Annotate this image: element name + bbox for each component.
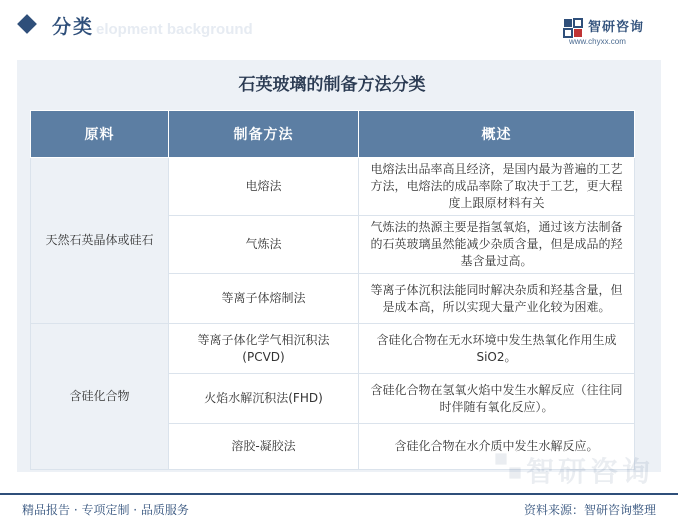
table-title: 石英玻璃的制备方法分类 [238,75,426,95]
logo-url: www.chyxx.com [569,37,626,46]
column-header-overview: 概述 [359,111,635,158]
table-row [31,324,635,374]
diamond-icon [17,14,37,34]
method-cell: 火焰水解沉积法(FHD) [169,374,359,424]
method-cell: 等离子体熔制法 [169,274,359,324]
watermark-text: 智研咨询 [526,455,655,488]
method-cell: 溶胶-凝胶法 [169,424,359,470]
watermark-logo-icon [494,452,522,480]
section-subtitle: elopment background [96,21,253,38]
overview-cell: 电熔法出品率高且经济，是国内最为普遍的工艺方法，电熔法的成品率除了取决于工艺，更大程度上跟原材料有关 [359,158,635,216]
logo-name: 智研咨询 [588,20,645,35]
overview-cell: 气炼法的热源主要是指氢氧焰，通过该方法制备的石英玻璃虽然能减少杂质含量，但是成品的羟基含量过高。 [359,216,635,274]
overview-cell: 含硅化合物在氢氧火焰中发生水解反应（往往同时伴随有氧化反应）。 [359,374,635,424]
methods-table [30,110,635,470]
footer-slogan: 精品报告 · 专项定制 · 品质服务 [22,503,189,517]
footer-divider [0,493,678,495]
method-cell: 电熔法 [169,158,359,216]
footer-source: 资料来源：智研咨询整理 [523,503,656,517]
table-row [31,158,635,216]
brand-logo [563,14,673,50]
footer [0,493,678,526]
table-header-row [31,111,635,158]
column-header-material: 原料 [31,111,169,158]
overview-cell: 等离子体沉积法能同时解决杂质和羟基含量，但是成本高，所以实现大量产业化较为困难。 [359,274,635,324]
header-bar [0,0,678,58]
logo-mark-icon [563,18,583,38]
overview-cell: 含硅化合物在水介质中发生水解反应。 [359,424,635,470]
material-cell: 天然石英晶体或硅石 [31,158,169,324]
section-title: 分类 [52,16,95,38]
material-cell: 含硅化合物 [31,324,169,470]
method-cell: 等离子体化学气相沉积法(PCVD) [169,324,359,374]
column-header-method: 制备方法 [169,111,359,158]
method-cell: 气炼法 [169,216,359,274]
overview-cell: 含硅化合物在无水环境中发生热氧化作用生成SiO2。 [359,324,635,374]
